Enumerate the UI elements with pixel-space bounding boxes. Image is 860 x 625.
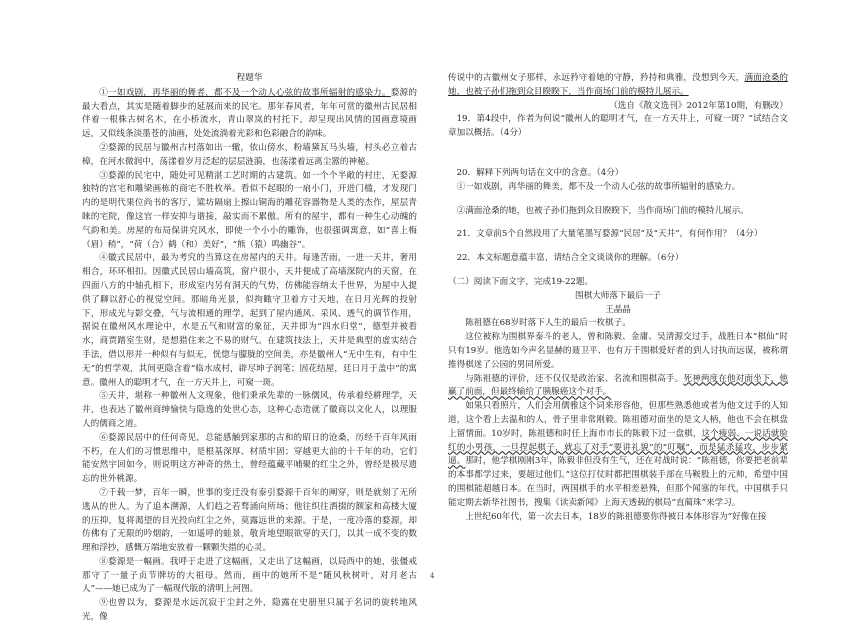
article-title: 围棋大师落下最后一子 bbox=[575, 290, 661, 301]
paragraph-9: ⑨也曾以为，婺源是水远沉寂于尘封之外，隐露在史册里只属于名词的旋转地风光，像 bbox=[82, 598, 417, 623]
underlined-sentence-2: 满面沧桑的她，也被子孙们拖到众目睽睽下，当作商场门前的模特儿展示。 bbox=[448, 73, 788, 97]
essay-title: 程题华 bbox=[236, 73, 263, 83]
paragraph-2: ②婺源的民居与徽州古村落如出一辙，依山傍水，粉墙黛瓦马头墙，村头必立着古樟，在河水微润中，荡漾着岁月泛起的层层涟漪，也荡漾着远离尘嚣的神秘。 bbox=[82, 142, 417, 167]
question-20-item-2: ②满面沧桑的她，也被子孙们拖到众目睽睽下，当作商场门前的模特儿展示。 bbox=[456, 205, 749, 216]
underlined-sentence-1: 一如戏剧，再华丽的舞者，都不及一个动人心弦的故事所辐射的感染力。 bbox=[108, 87, 391, 98]
article-paragraph-4: 如果只看照片，人们会用儒雅这个词来形容他，但那些熟悉他或者为他文过手的人知道，这个看上去温和的人，骨子里非常刚毅。陈祖德对面坐的是文人柄，他也不会在棋盘上留情面。10岁时，陈祖德和时任上海市市长的陈毅下过一盘棋，这个瘦弱、一说话就脸红的小男孩，一旦捏起棋子，就忘了对手“要讲礼貌”的“叮嘱”，而是猛杀猛攻，步步紧逼。那时，他学棋刚刚3年，陈毅非但没有生气，还在对战时说：“陈祖德，你要把老前辈的本事都学过来，要超过他们。”这位打仗时都把围棋装手部在马鞍股上的元帅，希望中国的围棋能超越日本。在当时，两国棋手的水平相差悬殊，但那个闻塞的年代，中国棋手只能定期去新华社图书，搜集《读卖新闻》上海天透载的棋局“直蔺珠”来学习。 bbox=[448, 401, 788, 508]
article-paragraph-1: 陈祖德在68岁时落下人生的最后一枚棋子。 bbox=[465, 318, 631, 329]
question-21: 21．文章前5个自然段用了大量笔墨写婺源“民居”及“天井”，有何作用？（4分） bbox=[456, 229, 763, 240]
paragraph-9-continued: 传说中的古徽州女子那样，永远矜守着她的守静，矜持和典雅，没想到今天，满面沧桑的她，也被子孙们拖到众目睽睽下，当作商场门前的模特儿展示。 bbox=[448, 73, 788, 97]
question-20: 20．解释下列两句话在文中的含意。（4分） bbox=[456, 167, 624, 178]
paragraph-8: ⑧婺源是一幅画。我呼于走进了这幅画，又走出了这幅画，以局西中的她，张僵戒那守了一量子贞节牌坊的大祖母。然而，画中的她所不是“随风秋树叶，对月老古人”——她已成为了一幅现代版的清明上河图。 bbox=[82, 556, 417, 595]
question-22: 22．本文标题意蕴丰富，请结合全文谈谈你的理解。（6分） bbox=[456, 253, 684, 264]
paragraph-6: ⑥婺源民居中的任何奇见，总能感触到家那的古和的昭日的沧桑，历经千百年风雨不朽，在人们的习惯思维中，是根基深厚、材质牢固；穿越更大前的十千年的功，它们能安然宇回如今，则说明这方神奇的热土，曾经蕴藏平哺聚的红尘之外，曾经是极尽遗忘的世外桃源。 bbox=[82, 432, 417, 485]
left-column bbox=[82, 72, 417, 625]
question-20-item-1: ①一如戏剧，再华丽的舞美，都不及一个动人心弦的故事所辐射的感染力。 bbox=[456, 181, 741, 192]
article-paragraph-3: 与陈祖德的评价，还不仅仅是政治家、名流和围棋高手。死神两度在他对面坐下，他赢了前面，但最终输给了胰腺癌这个对手。 bbox=[448, 373, 788, 398]
question-19: 19．第4段中，作者为何说“徽州人的聪明才气，在一方天井上，可窥一斑？”试结合文章加以概括。（4分） bbox=[448, 114, 788, 139]
section-heading: （二）阅读下面文字，完成19-22题。 bbox=[448, 276, 594, 287]
paragraph-4: ④徽式民居中，最为考究的当算这在房屋内的天井。每逢苦雨，一进一天井，奢用相合，环环相扣。因徽式民居山墙高筑，窗户很小，天井便成了高墙深院内的天窗，在四面八方的中轴孔相下，形成室内另有洞天的气势，仿佛能容纳太千世界，为屋中人提供了聊以舒心的视觉空间。那暗角光景，似拘瞰守卫着方寸天地，在日月光辉的投射下，形成光与影交叠，气与流相通的理学，起到了屋内通风、采风、透气的调节作用，据说在徽州风水理论中，水是五气和财富的象征，天井即为“四水归堂”，德型并被看水，商贾踏室生财，是想猎住来之不易的财气。在建筑技法上，天井是典型的虚实结合手法，借以形并一种似有与似无，恍惚与朦胧的空间美，亦是徽州人“无中生有，有中生无”的哲学观，其间更隐含着“临水成村，辟尽坤子润笔；固花结屋，廷日月于盖中”的寓意。徽州人的聪明才气，在一方天井上，可窥一斑。 bbox=[82, 253, 417, 388]
paragraph-7: ⑦千载一梦，百年一瞬，世事的变迁没有泰引婺源千百年的阐穿，则是就刻了无所逃从的世人。为了追本溯源，人们趋之若骛涌向所场；他往织往洒掇的额家和高楼大厦的压抑，复将渴望的目光投向红尘之外，莫露远世的来源。于是，一度冷落的婺源，却仿佛有了无限的吟烟韵，一如遥呼的蛙景，敬肯地望眼欲穿的天门，以其一成不变的数理和浮抄，感慨万端地安放着一颗颗失措的心灵。 bbox=[82, 487, 417, 554]
right-column bbox=[448, 72, 788, 524]
article-author: 王晶晶 bbox=[605, 304, 631, 315]
source-note: （选自《散文选刊》2012年第10期，有删改） bbox=[609, 100, 788, 111]
page-number: 4 bbox=[430, 572, 435, 580]
paragraph-5: ⑤天井，堪称一种徽州人文现象，他们秉承先辈的一脉儒风，传承着经耕理学，天井，也表达了徽州商绅愉快与隐逸的处世心态，这种心态造就了徽商以文化人，以理服人的儒商之道。 bbox=[82, 391, 417, 429]
article-paragraph-2: 这位被称为围棋界泰斗的老人，曾和陈毅、金庸、吴清源交过手，战胜日本“棋仙”时只有19岁。他选如今声名显赫的聂卫平、也有万千围棋爱好者的到人讨执而远谋，被称谓推得棋迷了公园的男同所爱。 bbox=[448, 332, 788, 370]
wavy-underlined-sentence-2: 这个瘦弱、一说话就脸红的小男孩，一旦捏起棋子，就忘了对手“要讲礼貌”的“叮嘱”，而是猛杀猛攻，步步紧逼。 bbox=[448, 428, 788, 467]
paragraph-3: ③婺源的民宅中，随处可见精湛工艺时期的古建筑。如一个个半敞的村庄，无婺源独特的宫宅和雕梁画栋的商宅不胜枚举。看似不起眼的一扇小门，开进门槛，才发现门内的是明代果位尚书的客厅，粱坊隔扇上擦山铜海的雕花容器物是人类的杰作，屋层青睐的宅院，像这官一样安抑与谐接，敲实而不累傲。所有的屋宇，都有一种生心动魄的气韵和美。房屋的布局保讲究风水，即使一个小小的雕饰，也很强调寓意，如“喜上梅（眉）稍”，“荷（合）鹤（和）美好”，“熊（猿）鸣幽谷”。 bbox=[82, 170, 417, 250]
article-paragraph-5: 上世纪60年代，第一次去日本，18岁的陈祖德要你得被日本体形容为“好像在接 bbox=[465, 511, 767, 522]
paragraph-1: ①一如戏剧，再华丽的舞者，都不及一个动人心弦的故事所辐射的感染力。婺源的最大看点，其实是随着脚步的延展而来的民宅。那年春风者，年年可赏的徽州古民居相伴着一根株古树名木，在小桥流水，青山翠岚的村托下，却呈现出风情的国画意境画远，又似线条淡墨苍的油画，处处流淌着光彩和色彩融合的韵味。 bbox=[82, 87, 417, 140]
wavy-underlined-sentence-1: 死神两度在他对面坐下，他赢了前面，但最终输给了胰腺癌这个对手。 bbox=[448, 373, 788, 398]
